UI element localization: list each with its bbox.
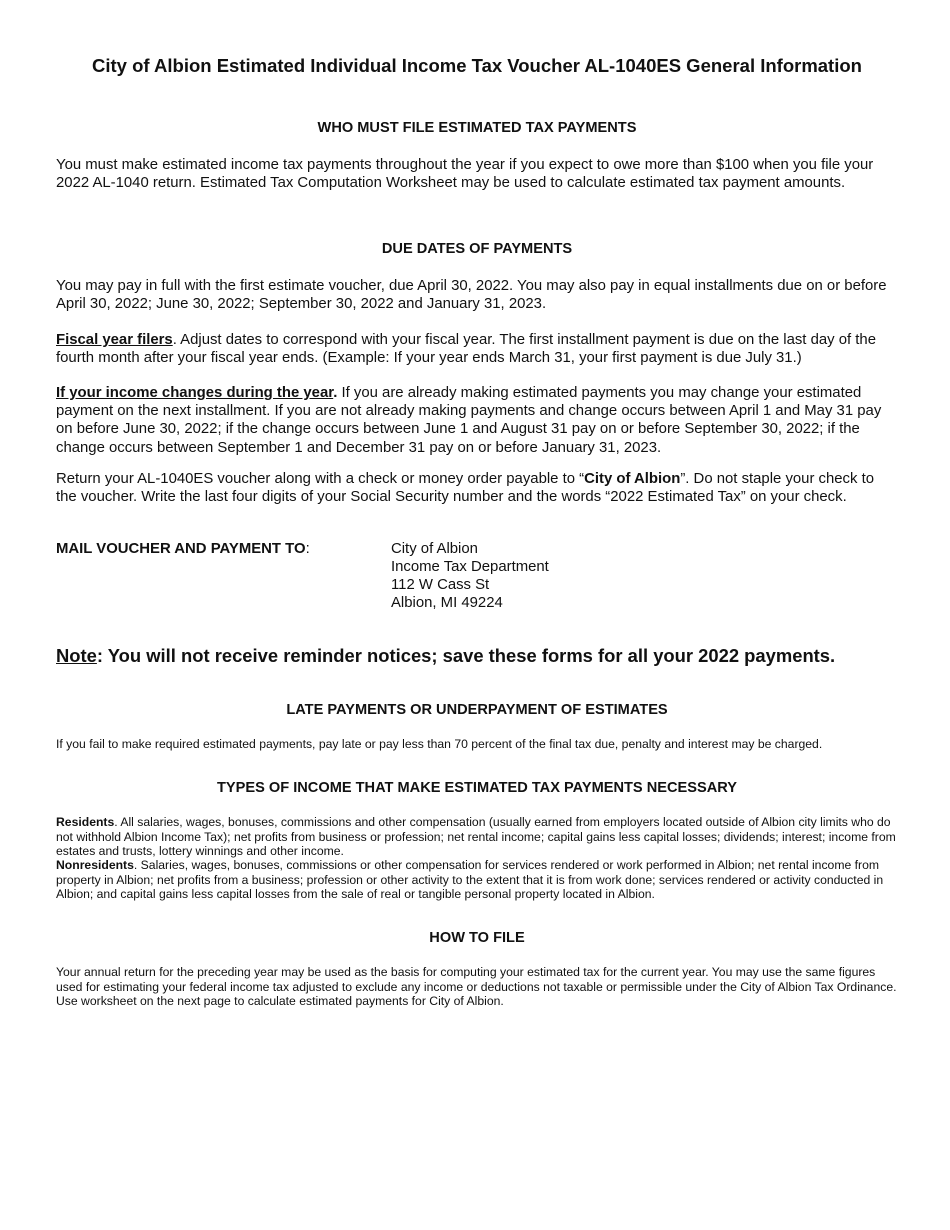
address-line: 112 W Cass St (391, 577, 490, 593)
address-line: Albion, MI 49224 (391, 595, 503, 611)
nonresidents-paragraph (56, 858, 902, 902)
payee-name: City of Albion (584, 471, 681, 487)
income-changes-text: If you are already making estimated payments you may change your estimated payment on the next installment. If you are not already making payments and change occurs between April 1 and May 31 pay on before June 30, 2022; if the change occurs between June 1 and August 31 pay on or before September 30, 2022; if the change occurs between September 1 and December 31 pay on or before January 31, 2023. (56, 385, 882, 456)
mail-to-label: MAIL VOUCHER AND PAYMENT TO: (56, 541, 310, 557)
how-to-file-paragraph: Your annual return for the preceding year may be used as the basis for computing your estimated tax for the current year. You may use the same figures used for estimating your federal income tax adjusted to exclude any income or deductions not taxable or permissible under the City of Albion Tax Ordinance. Use worksheet on the next page to calculate estimated payments for City of Albion. (56, 965, 897, 1009)
fiscal-year-paragraph (56, 331, 898, 367)
due-dates-heading: DUE DATES OF PAYMENTS (381, 241, 573, 257)
mailing-address (391, 540, 549, 612)
income-types-heading: TYPES OF INCOME THAT MAKE ESTIMATED TAX PAYMENTS NECESSARY (216, 780, 737, 796)
fiscal-year-label: Fiscal year filers (56, 332, 173, 348)
how-to-file-heading: HOW TO FILE (429, 930, 525, 946)
nonresidents-text: . Salaries, wages, bonuses, commissions or other compensation for services rendered or work performed in Albion; net rental income from property in Albion; net profits from a business; profession or other activity to the extent that it is from work done; services rendered or activity conducted in Albion; and capital gains less capital losses from the sale of real or tangible personal property located in Albion. (56, 858, 884, 902)
note-label: Note (56, 645, 97, 666)
residents-paragraph (56, 815, 902, 859)
who-must-file-paragraph: You must make estimated income tax payments throughout the year if you expect to owe more than $100 when you file your 2022 AL-1040 return. Estimated Tax Computation Worksheet may be used to calculate estimated tax payment amounts. (56, 157, 874, 192)
income-changes-dot: . (333, 385, 338, 401)
return-voucher-paragraph (56, 470, 898, 506)
who-must-file-heading: WHO MUST FILE ESTIMATED TAX PAYMENTS (317, 120, 637, 136)
reminder-note (56, 645, 898, 667)
residents-text: . All salaries, wages, bonuses, commissions and other compensation (usually earned from employers located outside of Albion city limits who do not withhold Albion Income Tax); net profits from business or profession; net rental income; capital gains less capital losses; dividends; interest; income from estates and trusts, lottery winnings and other income. (56, 815, 896, 859)
fiscal-year-text: . Adjust dates to correspond with your fiscal year. The first installment payment is due on the last day of the fourth month after your fiscal year ends. (Example: If your year ends March 31, your first payment is due July 31.) (56, 332, 876, 367)
late-payments-paragraph: If you fail to make required estimated payments, pay late or pay less than 70 percent of the final tax due, penalty and interest may be charged. (56, 737, 823, 751)
late-payments-heading: LATE PAYMENTS OR UNDERPAYMENT OF ESTIMATES (286, 702, 668, 718)
address-line: City of Albion (391, 541, 478, 557)
address-line: Income Tax Department (391, 559, 549, 575)
residents-label: Residents (56, 815, 115, 829)
income-changes-paragraph (56, 384, 898, 457)
due-dates-paragraph: You may pay in full with the first estimate voucher, due April 30, 2022. You may also pay in equal installments due on or before April 30, 2022; June 30, 2022; September 30, 2022 and January 31, 2023. (56, 278, 887, 313)
nonresidents-label: Nonresidents (56, 858, 134, 872)
return-voucher-text-end: ”. Do not staple your check to the voucher. Write the last four digits of your Social Security number and the words “2022 Estimated Tax” on your check. (56, 471, 875, 506)
income-changes-label: If your income changes during the year (56, 385, 334, 401)
document-title: City of Albion Estimated Individual Income Tax Voucher AL-1040ES General Information (92, 55, 862, 76)
note-text: : You will not receive reminder notices; save these forms for all your 2022 payments. (96, 645, 836, 666)
return-voucher-text-start: Return your AL-1040ES voucher along with a check or money order payable to “ (56, 471, 585, 487)
